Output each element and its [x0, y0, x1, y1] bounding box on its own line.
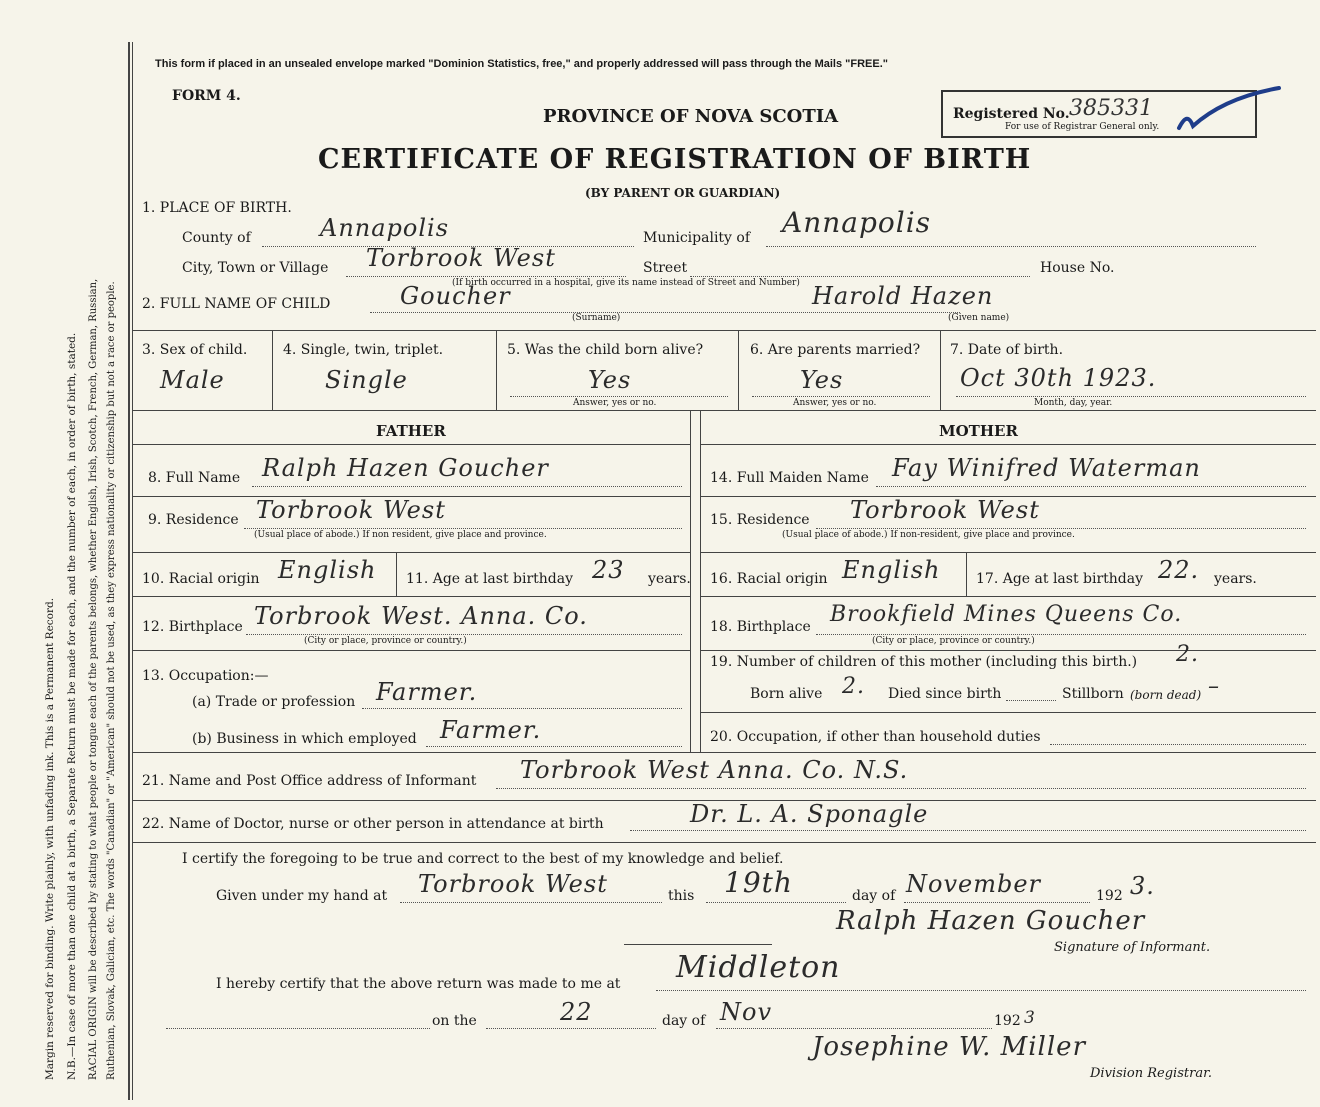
born-alive-question: 5. Was the child born alive? [507, 342, 704, 358]
registrar-caption: Division Registrar. [1090, 1066, 1212, 1081]
stillborn-label: Stillborn [1062, 686, 1124, 702]
row-rule [700, 552, 1316, 553]
stillborn-note: (born dead) [1130, 688, 1202, 702]
city-label: City, Town or Village [182, 260, 329, 276]
registration-month-value: Nov [720, 998, 773, 1026]
certify-statement: I certify the foregoing to be true and correct to the best of my knowledge and belief. [182, 851, 784, 867]
registrar-place-line [656, 990, 1306, 991]
place-of-birth-heading: 1. PLACE OF BIRTH. [142, 200, 292, 216]
father-name-label: 8. Full Name [148, 470, 241, 486]
mother-age-value: 22. [1158, 556, 1200, 584]
mother-name-label: 14. Full Maiden Name [710, 470, 869, 486]
margin-note-racial-origin: RACIAL ORIGIN will be described by stating to what people or tongue each of the parents belongs, whether English, Irish, Scotch, French, German, Russian, [88, 278, 99, 1080]
registrar-general-note: For use of Registrar General only. [1005, 122, 1160, 132]
given-place-line [400, 902, 662, 903]
hereby-certify-label: I hereby certify that the above return was made to me at [216, 976, 621, 992]
children-count-value: 2. [1176, 642, 1199, 667]
house-number-label: House No. [1040, 260, 1115, 276]
registrar-signature: Josephine W. Miller [812, 1032, 1086, 1062]
father-residence-note: (Usual place of abode.) If non resident, give place and province. [254, 530, 547, 540]
stillborn-value: – [1208, 674, 1220, 699]
mail-notice: This form if placed in an unsealed envelope marked "Dominion Statistics, free," and properly addressed will pass through the Mails "FREE." [155, 58, 888, 70]
father-trade-line [362, 708, 682, 709]
answer-note: Answer, yes or no. [573, 398, 657, 408]
mother-racial-origin-label: 16. Racial origin [710, 571, 828, 587]
registration-day-line [486, 1028, 656, 1029]
registered-number: 385331 [1069, 96, 1153, 121]
month-value: November [906, 870, 1042, 898]
father-residence-line [244, 528, 682, 529]
informant-address-label: 21. Name and Post Office address of Informant [142, 773, 477, 789]
on-the-label: on the [432, 1013, 477, 1029]
county-value: Annapolis [320, 214, 450, 242]
cell-divider [496, 330, 497, 410]
father-age-value: 23 [592, 556, 625, 584]
father-name-line [252, 486, 682, 487]
form-number: FORM 4. [172, 88, 241, 104]
date-of-birth-line [956, 396, 1306, 397]
multiple-birth-label: 4. Single, twin, triplet. [283, 342, 444, 358]
mother-name-line [876, 486, 1306, 487]
cell-divider [396, 552, 397, 596]
row-rule [133, 596, 690, 597]
father-birthplace-line [246, 634, 682, 635]
parents-split-right [700, 410, 701, 752]
died-since-birth-label: Died since birth [888, 686, 1002, 702]
municipality-label: Municipality of [643, 230, 751, 246]
row-rule [133, 650, 690, 651]
registered-label: Registered No. [953, 106, 1070, 122]
father-heading: FATHER [376, 422, 446, 440]
informant-address-line [496, 788, 1306, 789]
row-rule [700, 650, 1316, 651]
mother-residence-label: 15. Residence [710, 512, 810, 528]
cell-divider [940, 330, 941, 410]
cell-divider [272, 330, 273, 410]
doctor-label: 22. Name of Doctor, nurse or other person in attendance at birth [142, 816, 604, 832]
municipality-value: Annapolis [782, 206, 932, 239]
mother-birthplace-line [816, 634, 1306, 635]
father-residence-value: Torbrook West [256, 496, 446, 524]
mother-heading: MOTHER [939, 422, 1018, 440]
mother-residence-line [816, 528, 1306, 529]
given-place-value: Torbrook West [418, 870, 608, 898]
row-rule [700, 596, 1316, 597]
page-subtitle: (BY PARENT OR GUARDIAN) [585, 186, 781, 200]
child-given-name-value: Harold Hazen [812, 282, 994, 310]
child-surname-value: Goucher [400, 282, 511, 310]
mother-occupation-label: 20. Occupation, if other than household duties [710, 729, 1041, 745]
children-count-label: 19. Number of children of this mother (including this birth.) [710, 654, 1138, 670]
year-digit: 3. [1130, 872, 1155, 900]
informant-address-value: Torbrook West Anna. Co. N.S. [520, 756, 909, 784]
father-heading-rule [133, 444, 690, 445]
father-years-label: years. [648, 571, 691, 587]
page-title: CERTIFICATE OF REGISTRATION OF BIRTH [318, 144, 1032, 175]
divider-2 [133, 410, 1316, 411]
province-heading: PROVINCE OF NOVA SCOTIA [543, 106, 839, 127]
divider-3 [133, 752, 1316, 753]
father-age-label: 11. Age at last birthday [406, 571, 574, 587]
separator-rule [624, 944, 772, 945]
checkmark-icon [1175, 86, 1285, 136]
parents-married-answer: Yes [800, 366, 844, 394]
street-line [690, 276, 1030, 277]
informant-signature: Ralph Hazen Goucher [836, 906, 1146, 936]
divider-1 [133, 330, 1316, 331]
year-prefix: 192 [1096, 888, 1123, 904]
informant-signature-caption: Signature of Informant. [1054, 940, 1211, 955]
row-rule [133, 552, 690, 553]
father-occupation-label: 13. Occupation:— [142, 668, 269, 684]
day-value: 19th [724, 866, 793, 899]
father-birthplace-label: 12. Birthplace [142, 619, 243, 635]
given-under-label: Given under my hand at [216, 888, 388, 904]
father-birthplace-value: Torbrook West. Anna. Co. [254, 602, 588, 630]
father-racial-origin-label: 10. Racial origin [142, 571, 260, 587]
registered-number-box [941, 90, 1257, 138]
mother-occupation-line [1050, 744, 1306, 745]
father-residence-label: 9. Residence [148, 512, 239, 528]
city-line [346, 276, 626, 277]
doctor-value: Dr. L. A. Sponagle [690, 800, 929, 828]
mother-age-label: 17. Age at last birthday [976, 571, 1144, 587]
mother-residence-value: Torbrook West [850, 496, 1040, 524]
died-since-birth-line [1006, 700, 1056, 701]
margin-note-binding: Margin reserved for binding. Write plainly, with unfading ink. This is a Permanent Record. [44, 597, 56, 1080]
doctor-line [630, 830, 1306, 831]
mother-birthplace-value: Brookfield Mines Queens Co. [830, 602, 1183, 627]
date-of-birth-note: Month, day, year. [1034, 398, 1113, 408]
divider-4 [133, 842, 1316, 843]
surname-note: (Surname) [572, 313, 621, 323]
margin-note-multiple-births: N.B.—In case of more than one child at a birth, a Separate Return must be made for each, and the number of each, in order of birth, stated. [66, 332, 78, 1080]
answer-note: Answer, yes or no. [793, 398, 877, 408]
mother-years-label: years. [1214, 571, 1257, 587]
registration-lead-line [166, 1028, 430, 1029]
registration-day-of-label: day of [662, 1013, 706, 1029]
margin-border-outer [128, 42, 130, 1100]
registrar-place-value: Middleton [676, 950, 841, 985]
registration-month-line [716, 1028, 992, 1029]
father-business-label: (b) Business in which employed [192, 731, 417, 747]
father-trade-label: (a) Trade or profession [192, 694, 356, 710]
mother-birthplace-note: (City or place, province or country.) [872, 636, 1035, 646]
hospital-note: (If birth occurred in a hospital, give its name instead of Street and Number) [452, 278, 800, 288]
row-rule [700, 712, 1316, 713]
city-value: Torbrook West [366, 244, 556, 272]
registration-year-prefix: 192 [994, 1013, 1021, 1029]
month-line [904, 902, 1090, 903]
street-label: Street [643, 260, 688, 276]
cell-divider [966, 552, 967, 596]
mother-racial-origin-value: English [842, 556, 941, 584]
municipality-line [766, 246, 1256, 247]
mother-birthplace-label: 18. Birthplace [710, 619, 811, 635]
father-trade-value: Farmer. [376, 678, 478, 706]
date-of-birth-label: 7. Date of birth. [950, 342, 1064, 358]
multiple-birth-value: Single [325, 366, 408, 394]
mother-residence-note: (Usual place of abode.) If non-resident, give place and province. [782, 530, 1075, 540]
cell-divider [738, 330, 739, 410]
margin-border-inner [132, 42, 133, 1100]
day-line [706, 902, 846, 903]
mother-name-value: Fay Winifred Waterman [892, 454, 1201, 482]
registration-year-digit: 3 [1024, 1008, 1035, 1028]
father-business-line [426, 746, 682, 747]
sex-value: Male [160, 366, 225, 394]
day-of-label: day of [852, 888, 896, 904]
this-label: this [668, 888, 695, 904]
born-alive-count-label: Born alive [750, 686, 823, 702]
registration-day-value: 22 [560, 998, 593, 1026]
child-name-label: 2. FULL NAME OF CHILD [142, 296, 331, 312]
born-alive-count-value: 2. [842, 674, 865, 699]
parents-married-line [752, 396, 930, 397]
born-alive-answer: Yes [588, 366, 632, 394]
parents-married-question: 6. Are parents married? [750, 342, 921, 358]
child-name-line [370, 312, 960, 313]
margin-note-nationality: Ruthenian, Slovak, Galician, etc. The words "Canadian" or "American" should not be used, as they express nationality or citizenship but not a race or people. [106, 281, 117, 1080]
date-of-birth-value: Oct 30th 1923. [960, 364, 1157, 392]
father-birthplace-note: (City or place, province or country.) [304, 636, 467, 646]
father-business-value: Farmer. [440, 716, 542, 744]
given-name-note: (Given name) [948, 313, 1010, 323]
father-racial-origin-value: English [278, 556, 377, 584]
sex-label: 3. Sex of child. [142, 342, 248, 358]
father-name-value: Ralph Hazen Goucher [262, 454, 549, 482]
born-alive-line [510, 396, 728, 397]
mother-heading-rule [700, 444, 1316, 445]
county-label: County of [182, 230, 251, 246]
